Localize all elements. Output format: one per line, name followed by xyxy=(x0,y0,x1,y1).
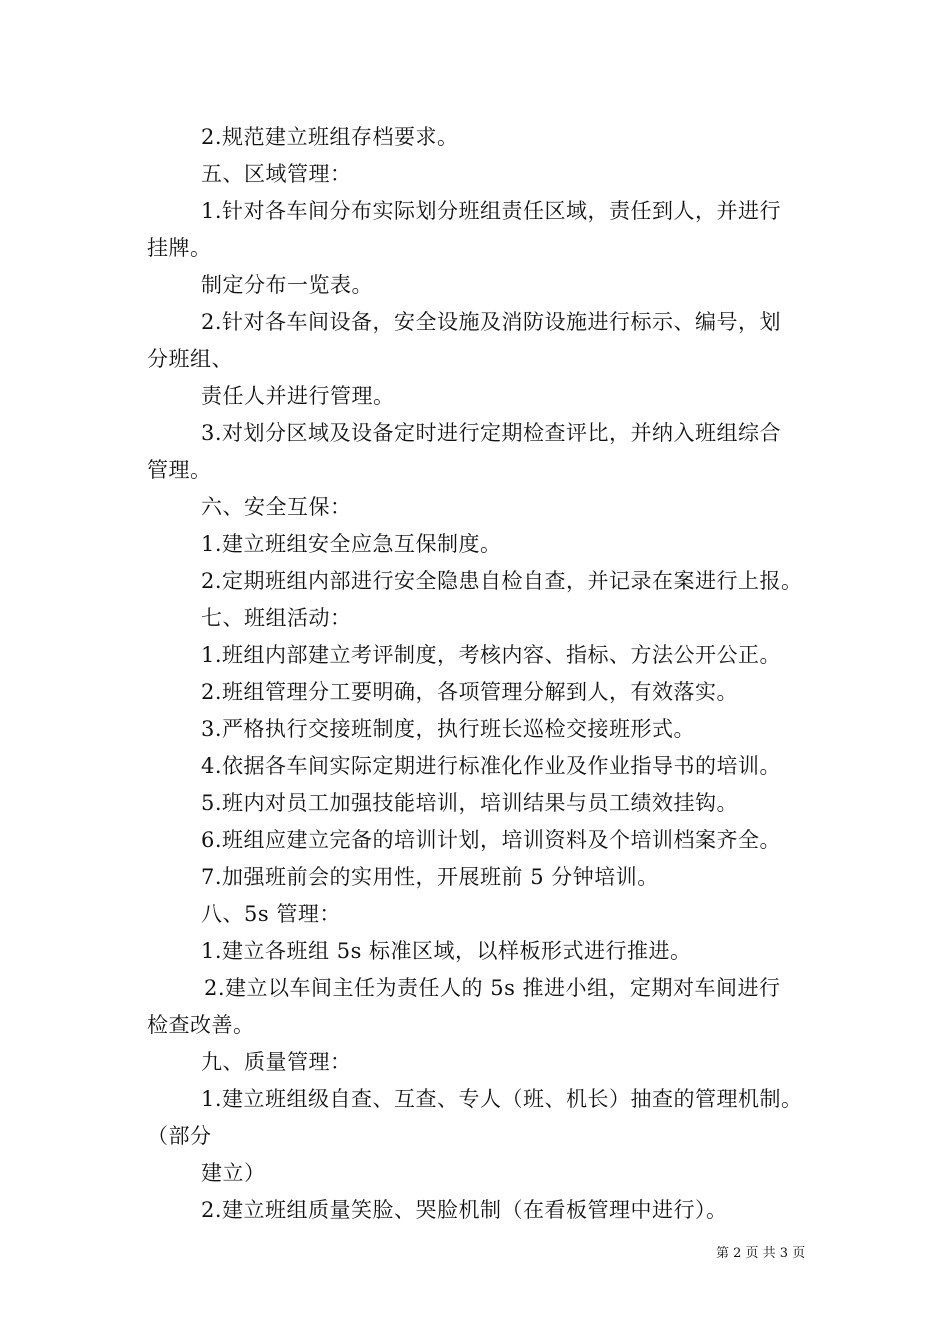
text-line: 1.建立班组安全应急互保制度。 xyxy=(201,532,502,556)
text-line: 管理。 xyxy=(147,458,212,482)
text-line: 2.建立班组质量笑脸、哭脸机制（在看板管理中进行）。 xyxy=(201,1198,728,1222)
text-line: 2.定期班组内部进行安全隐患自检自查，并记录在案进行上报。 xyxy=(201,569,803,593)
text-line: 6.班组应建立完备的培训计划，培训资料及个培训档案齐全。 xyxy=(201,828,782,852)
text-line: 2.班组管理分工要明确，各项管理分解到人，有效落实。 xyxy=(201,680,739,704)
text-line: 挂牌。 xyxy=(147,236,212,260)
text-line: 检查改善。 xyxy=(147,1013,255,1037)
text-line: 2.规范建立班组存档要求。 xyxy=(201,125,459,149)
section-heading: 九、质量管理： xyxy=(201,1050,352,1074)
text-line: 1.班组内部建立考评制度，考核内容、指标、方法公开公正。 xyxy=(201,643,782,667)
section-heading: 八、5s 管理： xyxy=(201,902,341,926)
text-line: 5.班内对员工加强技能培训，培训结果与员工绩效挂钩。 xyxy=(201,791,739,815)
text-line: 1.针对各车间分布实际划分班组责任区域，责任到人，并进行 xyxy=(201,199,782,223)
text-line: 2.针对各车间设备，安全设施及消防设施进行标示、编号，划 xyxy=(201,310,782,334)
text-line: 3.对划分区域及设备定时进行定期检查评比，并纳入班组综合 xyxy=(201,421,782,445)
text-line: 建立） xyxy=(201,1161,266,1185)
text-line: （部分 xyxy=(147,1124,212,1148)
text-line: 责任人并进行管理。 xyxy=(201,384,395,408)
section-heading: 六、安全互保： xyxy=(201,495,352,519)
text-line: 2.建立以车间主任为责任人的 5s 推进小组，定期对车间进行 xyxy=(204,976,781,1000)
section-heading: 七、班组活动： xyxy=(201,606,352,630)
text-line: 7.加强班前会的实用性，开展班前 5 分钟培训。 xyxy=(201,865,659,889)
text-line: 制定分布一览表。 xyxy=(201,273,373,297)
section-heading: 五、区域管理： xyxy=(201,162,352,186)
text-line: 3.严格执行交接班制度，执行班长巡检交接班形式。 xyxy=(201,717,696,741)
page-number: 第 2 页 共 3 页 xyxy=(716,1246,806,1261)
text-line: 1.建立班组级自查、互查、专人（班、机长）抽查的管理机制。 xyxy=(201,1087,803,1111)
text-line: 1.建立各班组 5s 标准区域，以样板形式进行推进。 xyxy=(201,939,692,963)
text-line: 分班组、 xyxy=(147,347,233,371)
text-line: 4.依据各车间实际定期进行标准化作业及作业指导书的培训。 xyxy=(201,754,782,778)
